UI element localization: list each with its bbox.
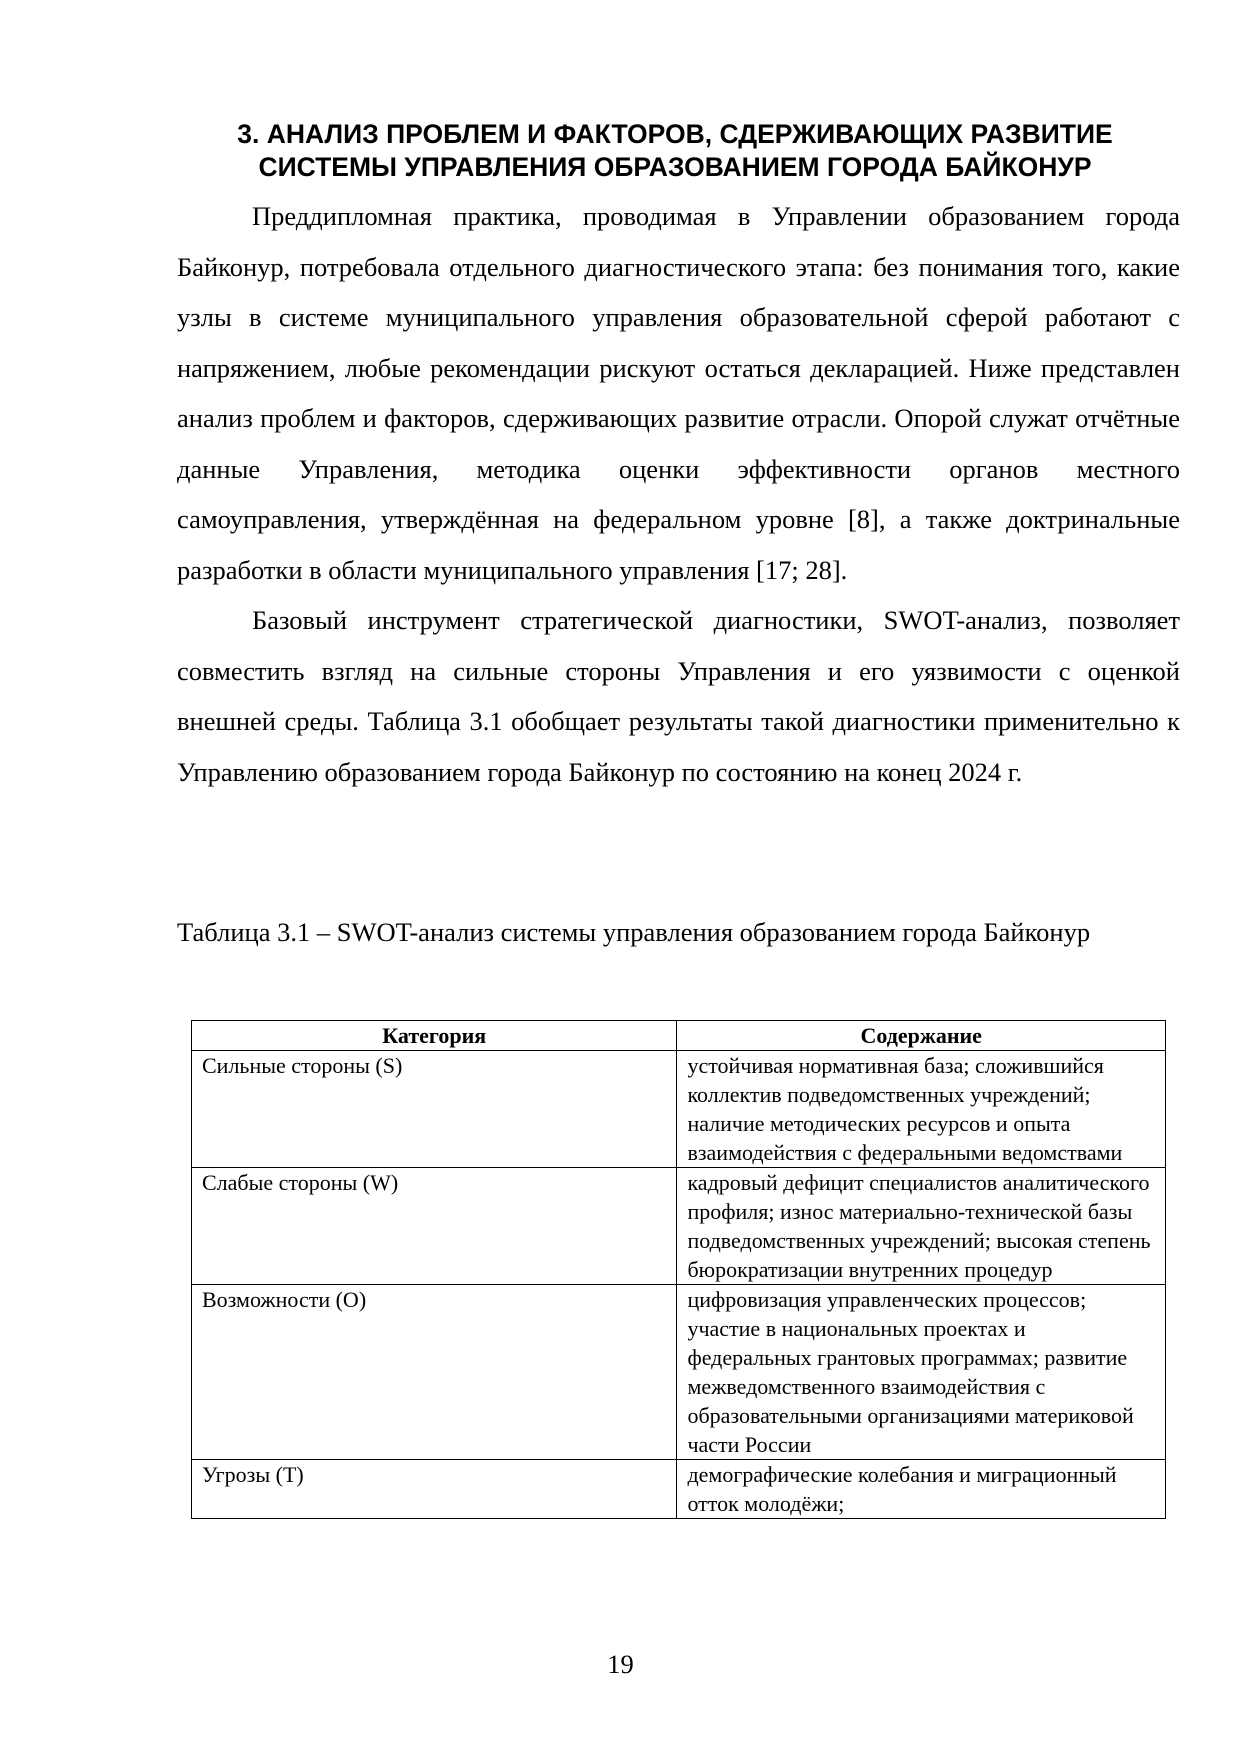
column-header-content: Содержание (677, 1021, 1166, 1051)
body-text (177, 191, 1180, 797)
paragraph-intro: Преддипломная практика, проводимая в Управлении образованием города Байконур, потребовала отдельного диагностического этапа: без понимания того, какие узлы в системе муниципального управления образовательной сферой работают с напряжением, любые рекомендации рискуют остаться декларацией. Ниже представлен анализ проблем и факторов, сдерживающих развитие отрасли. Опорой служат отчётные данные Управления, методика оценки эффективности органов местного самоуправления, утверждённая на федеральном уровне [8], а также доктринальные разработки в области муниципального управления [17; 28]. (177, 201, 1180, 585)
swot-table (191, 1020, 1166, 1519)
column-header-category: Категория (192, 1021, 677, 1051)
row-content-strengths: устойчивая нормативная база; сложившийся коллектив подведомственных учреждений; наличие методических ресурсов и опыта взаимодействия с федеральными ведомствами (677, 1051, 1166, 1168)
table-row (192, 1051, 1166, 1168)
section-heading (175, 118, 1175, 184)
row-content-threats: демографические колебания и миграционный отток молодёжи; (677, 1460, 1166, 1519)
row-category-weaknesses: Слабые стороны (W) (192, 1168, 677, 1285)
table-caption: Таблица 3.1 – SWOT-анализ системы управления образованием города Байконур (177, 917, 1091, 947)
table-header-row (192, 1021, 1166, 1051)
row-content-weaknesses: кадровый дефицит специалистов аналитического профиля; износ материально-технической базы подведомственных учреждений; высокая степень бюрократизации внутренних процедур (677, 1168, 1166, 1285)
row-content-opportunities: цифровизация управленческих процессов; участие в национальных проектах и федеральных грантовых программах; развитие межведомственного взаимодействия с образовательными организациями материковой части России (677, 1285, 1166, 1460)
row-category-strengths: Сильные стороны (S) (192, 1051, 677, 1168)
section-heading-line-1: 3. АНАЛИЗ ПРОБЛЕМ И ФАКТОРОВ, СДЕРЖИВАЮЩИХ РАЗВИТИЕ (237, 119, 1113, 149)
page-number: 19 (607, 1649, 634, 1679)
row-category-threats: Угрозы (T) (192, 1460, 677, 1519)
section-heading-line-2: СИСТЕМЫ УПРАВЛЕНИЯ ОБРАЗОВАНИЕМ ГОРОДА БАЙКОНУР (258, 152, 1092, 182)
row-category-opportunities: Возможности (O) (192, 1285, 677, 1460)
table-row (192, 1168, 1166, 1285)
table-row (192, 1460, 1166, 1519)
paragraph-swot-intro: Базовый инструмент стратегической диагностики, SWOT-анализ, позволяет совместить взгляд на сильные стороны Управления и его уязвимости с оценкой внешней среды. Таблица 3.1 обобщает результаты такой диагностики применительно к Управлению образованием города Байконур по состоянию на конец 2024 г. (177, 605, 1180, 787)
table-row (192, 1285, 1166, 1460)
